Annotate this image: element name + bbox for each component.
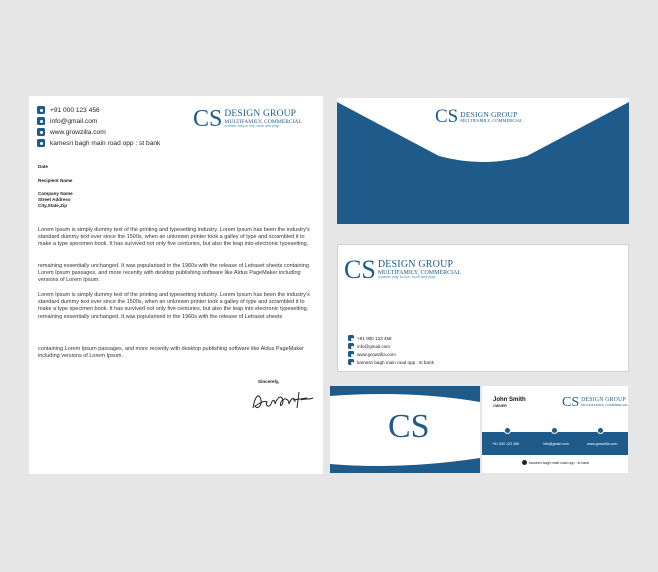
recipient-label: Recipient Name <box>38 178 73 183</box>
location-icon <box>37 139 45 147</box>
letter-logo <box>193 106 302 133</box>
envelope <box>337 98 629 224</box>
bc-globe-icon <box>597 427 604 434</box>
bc-name: John Smith <box>493 397 526 403</box>
card-phone-icon <box>348 335 354 341</box>
date-label: Date <box>38 164 48 169</box>
letter-email-text: info@gmail.com <box>50 117 98 125</box>
bc-address-text: kamesri bagh main road opp : st bank <box>529 460 590 465</box>
envelope-logo-mark: CS <box>435 106 459 127</box>
letter-web-text: www.growzilla.com <box>50 128 106 136</box>
card-web <box>348 351 396 357</box>
letter-address <box>37 139 160 147</box>
card-logo <box>344 255 461 285</box>
logo-sub: MULTIFAMILY, COMMERCIAL <box>224 118 303 125</box>
bc-email-icon <box>551 427 558 434</box>
card-address-text: kamesri bagh main road opp : st bank <box>357 359 434 365</box>
bc-location-icon <box>522 460 527 465</box>
closing-label: Sincerely, <box>258 379 280 384</box>
compliment-card <box>337 244 629 372</box>
card-address <box>348 359 434 365</box>
letter-email <box>37 117 97 125</box>
bc-phone-text: +91 000 123 456 <box>492 442 520 446</box>
bc-logo-sub: MULTIFAMILY, COMMERCIAL <box>581 403 628 408</box>
card-logo-mark: CS <box>344 255 376 284</box>
envelope-logo <box>435 106 523 128</box>
letter-address-text: kamesri bagh main road opp : st bank <box>50 139 161 147</box>
email-icon <box>37 117 45 125</box>
bc-logo <box>562 395 628 411</box>
letter-web <box>37 128 106 136</box>
paragraph-2: remaining essentially unchanged. It was popularised in the 1960s with the release of Letraset sheets containing Lorem Ipsum passages, and more recently with desktop publishing software like Aldus PageMaker including versions of Lorem Ipsum. <box>38 263 309 284</box>
logo-tagline: A better way to live, work and play <box>224 124 279 129</box>
bc-phone-icon <box>504 427 511 434</box>
company-label: Company Name <box>38 191 73 196</box>
envelope-logo-title: DESIGN GROUP <box>460 110 518 119</box>
bc-logo-mark: CS <box>562 395 580 410</box>
business-card-front <box>330 386 480 473</box>
card-email <box>348 343 390 349</box>
globe-icon <box>37 128 45 136</box>
card-phone <box>348 335 392 341</box>
bc-logo-title: DESIGN GROUP <box>581 397 626 404</box>
letter-phone <box>37 106 100 114</box>
paragraph-4: containing Lorem Ipsum passages, and more recently with desktop publishing software like Aldus PageMaker including versions of Lorem Ipsum. <box>38 346 304 360</box>
card-email-icon <box>348 343 354 349</box>
street-label: Street Address <box>38 197 71 202</box>
paragraph-1: Lorem Ipsum is simply dummy text of the printing and typesetting industry. Lorem Ipsum has been the industry's standard dummy text ever since the 1500s, when an unknown printer took a galley of type and scrambled it to make a type specimen book. It has survived not only five centuries, but also the leap into electronic typesetting, <box>38 227 310 248</box>
card-phone-text: +91 000 123 456 <box>357 335 392 341</box>
signature <box>249 386 315 412</box>
logo-mark: CS <box>193 106 223 132</box>
bc-address <box>522 460 589 465</box>
letterhead <box>29 96 323 474</box>
phone-icon <box>37 106 45 114</box>
bc-front-logo-mark: CS <box>388 408 430 445</box>
logo-title: DESIGN GROUP <box>224 109 297 120</box>
card-email-text: info@gmail.com <box>357 343 391 349</box>
bc-contact-bar <box>482 432 628 455</box>
card-globe-icon <box>348 351 354 357</box>
bc-email-text: info@gmail.com <box>543 442 569 446</box>
city-label: City,State,Zip <box>38 203 68 208</box>
bc-web-text: www.growzilla.com <box>587 442 618 446</box>
card-logo-title: DESIGN GROUP <box>377 259 454 271</box>
bc-title: OWNER <box>493 404 507 408</box>
card-logo-tagline: A better way to live, work and play <box>377 275 436 280</box>
paragraph-3: Lorem Ipsum is simply dummy text of the printing and typesetting industry. Lorem Ipsum has been the industry's standard dummy text ever since the 1500s, when an unknown printer took a galley of type and scrambled it to make a type specimen book. It has survived not only five centuries, but also the leap into electronic typesetting, remaining essentially unchanged. It was popularised in the 1960s with the release of Letraset sheets <box>38 292 310 320</box>
letter-phone-text: +91 000 123 456 <box>50 106 100 114</box>
business-card-back <box>482 386 628 473</box>
envelope-logo-sub: MULTIFAMILY, COMMERCIAL <box>460 117 523 123</box>
card-location-icon <box>348 359 354 365</box>
card-web-text: www.growzilla.com <box>357 351 396 357</box>
card-logo-sub: MULTIFAMILY, COMMERCIAL <box>377 270 462 277</box>
